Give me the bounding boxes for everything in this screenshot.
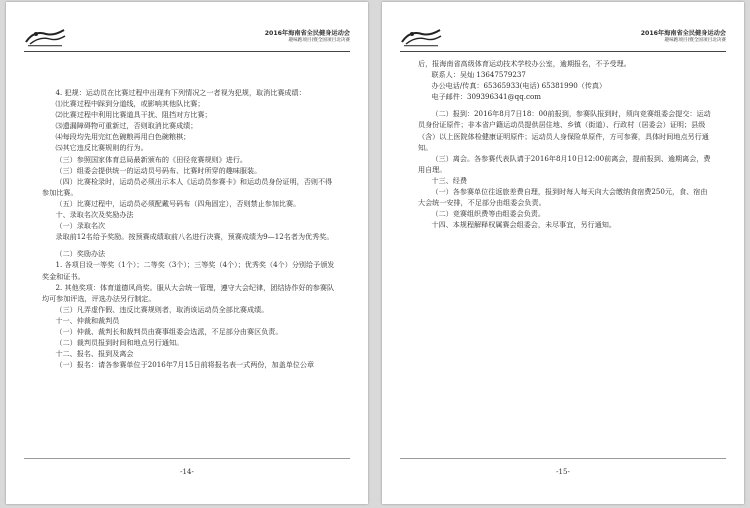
contact-phone: 办公电话/传真：65365933(电话) 65381990（传真） [431,81,607,91]
page-number: -15- [556,468,570,476]
header-subtitle: 趣味跑项目(暨全国项目北决赛 [288,38,350,43]
text-line: ⑴比赛过程中踩到分道线，或影响其他队比赛； [55,99,205,109]
text-line: （三）组委会提供统一的运动员号码布、比赛时所穿的趣味服装。 [55,165,262,175]
text-line: 1. 各项目设一等奖（1个）；二等奖（3个）；三等奖（4个）；优秀奖（4个）分别给予颁发奖金和证书。 [42,260,335,281]
page-number: -14- [180,468,194,476]
text-line: （二）竞赛组织费等由组委会负责。 [431,209,545,219]
text-line: （四）比赛检录时，运动员必须出示本人《运动员参赛卡》和运动员身份证明，否则不得参加比赛。 [42,176,333,197]
page-15 [382,2,744,504]
header-subtitle: 趣味跑项目(暨全国项目北决赛 [664,38,726,43]
text-line: ⑶遗漏障碍物可重新过，否则取消比赛成绩； [55,121,198,131]
footer-divider [400,458,726,459]
page-header [400,26,726,50]
contact-email: 电子邮件：309396341@qq.com [431,92,541,102]
section-heading: 十、录取名次及奖励办法 [55,210,134,220]
text-line: （二）报到：2016年8月7日18：00前报到，参赛队报到时，须向竞赛组委会提交：运动员身份证原件；非本省户籍运动员提供居住地、乡镇（街道）、行政村（居委会）证明；县级（含）以上医院体检健康证明原件；运动员人身保险单原件，方可参赛，具体时间地点另行通知。 [418,109,711,152]
footer-divider [24,458,350,459]
text-line: （一）录取名次 [55,221,106,231]
text-line: （三）离会。各参赛代表队请于2016年8月10日12:00前离会，提前报到、逾期离会，费用自理。 [418,153,711,174]
text-line: （三）参照国家体育总局最新颁布的《田径竞赛规则》进行。 [55,154,248,164]
page-header [24,26,350,50]
section-heading: 十一、仲裁和裁判员 [55,315,120,325]
header-title: 2016年海南省全民健身运动会 [640,30,726,37]
games-logo-icon [24,26,68,48]
page-body [42,54,336,370]
text-line: （一）报名：请各参赛单位于2016年7月15日前将报名表一式两份，加盖单位公章 [55,360,315,370]
text-line: ⑸其它违反比赛规则的行为。 [55,143,148,153]
text-line: （二）奖励办法 [55,249,106,259]
text-line: ⑷每段均先用完红色碗粮再用白色碗粮棋； [55,132,191,142]
text-line: 录取前12名给予奖励。按预赛成绩取前八名进行决赛，预赛成绩为9—12名者为优秀奖。 [55,232,334,242]
text-line: ⑵比赛过程中利用比赛道具干扰、阻挡对方比赛； [55,110,212,120]
text-line: 后，报海南省高级体育运动技术学校办公室，逾期报名，不予受理。 [418,59,631,68]
text-line: 4. 犯规：运动员在比赛过程中出现有下列情况之一者视为犯规，取消比赛成绩： [55,88,306,97]
page-body [418,54,712,230]
games-logo-icon [400,26,444,48]
text-line: （五）比赛过程中，运动员必须配戴号码布（四角固定），否则禁止参加比赛。 [55,198,301,208]
section-heading: 十四、本规程解释权属赛会组委会，未尽事宜，另行通知。 [431,220,616,230]
header-title: 2016年海南省全民健身运动会 [264,30,350,37]
header-divider [24,51,350,52]
contact-person: 联系人：吴灿 13647579237 [431,70,526,80]
section-heading: 十三、经费 [431,175,467,185]
text-line: （一）仲裁、裁判长和裁判员由赛事组委会选派，不足部分由赛区负责。 [55,326,283,336]
text-line: （二）裁判员报到时间和地点另行通知。 [55,338,184,348]
page-14 [6,2,368,504]
text-line: （三）凡弄虚作假、违反比赛规则者，取消该运动员全部比赛成绩。 [55,304,269,314]
header-divider [400,51,726,52]
text-line: 2. 其他奖项：体育道德风尚奖。服从大会统一管理，遵守大会纪律，团结协作好的参赛队均可参加评选，评选办法另行制定。 [42,282,335,303]
section-heading: 十二、报名、报到及离会 [55,349,134,359]
text-line: （一）各参赛单位往返旅差费自理，报到时每人每天向大会缴纳食宿费250元，食、宿由大会统一安排，不足部分由组委会负责。 [418,187,708,208]
